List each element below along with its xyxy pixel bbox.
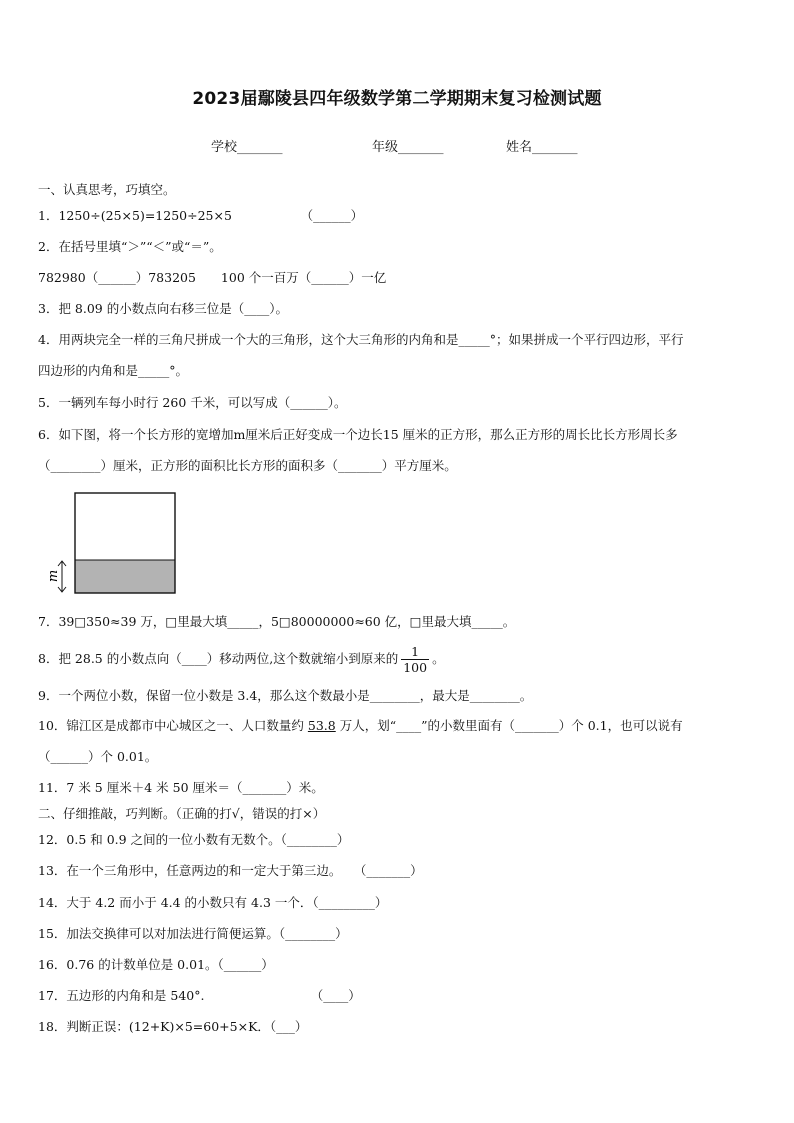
- question-9: 9．一个两位小数，保留一位小数是 3.4，那么这个数最小是________，最大是________。: [38, 688, 533, 703]
- question-16: 16．0.76 的计数单位是 0.01。（______）: [38, 957, 274, 972]
- question-2: 2．在括号里填“＞”“＜”或“＝”。: [38, 239, 222, 254]
- question-8-end: 。: [432, 651, 445, 666]
- question-10-text-b: 万人，划“____”的小数里面有（_______）个 0.1，也可以说有: [335, 718, 683, 733]
- figure-label-m: m: [46, 569, 61, 583]
- question-8-text: 8．把 28.5 的小数点向（____）移动两位,这个数就缩小到原来的: [38, 651, 399, 666]
- fraction-denominator: 100: [403, 660, 428, 675]
- question-1: 1．1250÷(25×5)=1250÷25×5 （______）: [38, 208, 364, 223]
- question-2-items: 782980（______）783205 100 个一百万（______）一亿: [38, 270, 387, 285]
- question-10-line1: [38, 718, 683, 734]
- fraction: [401, 644, 429, 675]
- question-5: 5．一辆列车每小时行 260 千米，可以写成（______）。: [38, 395, 347, 410]
- question-14: 14．大于 4.2 而小于 4.4 的小数只有 4.3 一个．（_________）: [38, 895, 388, 910]
- question-4-line2: 四边形的内角和是_____°。: [38, 363, 189, 378]
- question-6-line1: 6．如下图，将一个长方形的宽增加m厘米后正好变成一个边长15 厘米的正方形，那么正方形的周长比长方形周长多: [38, 427, 678, 442]
- underlined-number: 53.8: [307, 718, 336, 733]
- question-6-line2: （________）厘米，正方形的面积比长方形的面积多（_______）平方厘米。: [38, 458, 457, 473]
- question-13: 13．在一个三角形中，任意两边的和一定大于第三边。 （_______）: [38, 863, 423, 878]
- section-heading-fill: 一、认真思考，巧填空。: [38, 182, 176, 197]
- question-8: [38, 644, 445, 675]
- fraction-numerator: 1: [411, 644, 420, 659]
- question-18: 18．判断正误：(12+K)×5=60+5×K．（___）: [38, 1019, 308, 1034]
- question-10-text-a: 10．锦江区是成都市中心城区之一、人口数量约: [38, 718, 308, 733]
- question-7: 7．39□350≈39 万，□里最大填_____，5□80000000≈60 亿，□里最大填_____。: [38, 614, 516, 629]
- figure-shaded-strip: [75, 560, 175, 593]
- grade-field: 年级_______: [372, 140, 444, 155]
- question-4-line1: 4．用两块完全一样的三角尺拼成一个大的三角形，这个大三角形的内角和是_____°；如果拼成一个平行四边形，平行: [38, 332, 684, 347]
- question-3: 3．把 8.09 的小数点向右移三位是（____）。: [38, 301, 288, 316]
- rectangle-figure: [40, 488, 180, 600]
- section-heading-judge: 二、仔细推敲，巧判断。（正确的打√，错误的打×）: [38, 806, 326, 821]
- question-15: 15．加法交换律可以对加法进行简便运算。（________）: [38, 926, 348, 941]
- question-10-line2: （______）个 0.01。: [38, 749, 158, 764]
- page-title: 2023届鄢陵县四年级数学第二学期期末复习检测试题: [192, 89, 602, 109]
- name-field: 姓名_______: [506, 140, 578, 155]
- school-field: 学校_______: [211, 140, 283, 155]
- question-11: 11．7 米 5 厘米＋4 米 50 厘米＝（_______）米。: [38, 780, 324, 795]
- question-12: 12．0.5 和 0.9 之间的一位小数有无数个。（________）: [38, 832, 350, 847]
- question-17: 17．五边形的内角和是 540°. （____）: [38, 988, 361, 1003]
